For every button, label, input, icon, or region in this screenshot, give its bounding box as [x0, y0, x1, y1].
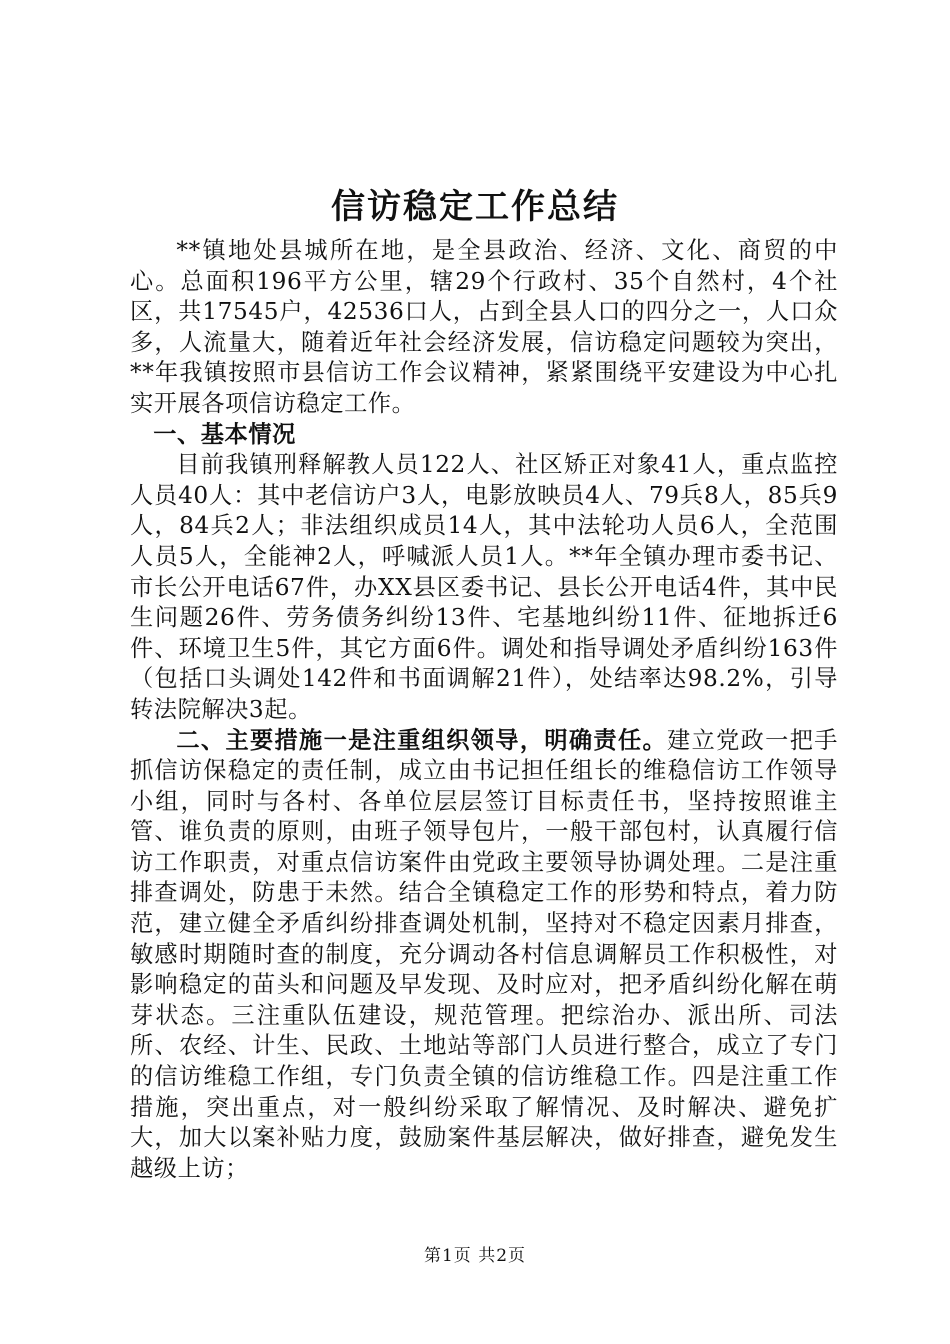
section-2-heading: 二、主要措施一是注重组织领导，明确责任。 [176, 726, 668, 754]
page-number-footer: 第1页 共2页 [423, 1246, 527, 1266]
section-2-text: 建立党政一把手抓信访保稳定的责任制，成立由书记担任组长的维稳信访工作领导小组，同时与各村、各单位层层签订目标责任书，坚持按照谁主管、谁负责的原则，由班子领导包片，一般干部包村，认真履行信访工作职责，对重点信访案件由党政主要领导协调处理。二是注重排查调处，防患于未然。结合全镇稳定工作的形势和特点，着力防范，建立健全矛盾纠纷排查调处机制，坚持对不稳定因素月排查，敏感时期随时查的制度，充分调动各村信息调解员工作积极性，对影响稳定的苗头和问题及早发现、及时应对，把矛盾纠纷化解在萌芽状态。三注重队伍建设，规范管理。把综治办、派出所、司法所、农经、计生、民政、土地站等部门人员进行整合，成立了专门的信访维稳工作组，专门负责全镇的信访维稳工作。四是注重工作措施，突出重点，对一般纠纷采取了解情况、及时解决、避免扩大，加大以案补贴力度，鼓励案件基层解决，做好排查，避免发生越级上访； [130, 726, 839, 1182]
document-title: 信访稳定工作总结 [331, 187, 619, 227]
intro-paragraph: **镇地处县城所在地，是全县政治、经济、文化、商贸的中心。总面积196平方公里，辖29个行政村、35个自然村，4个社区，共17545户，42536口人，占到全县人口的四分之一，人口众多，人流量大，随着近年社会经济发展，信访稳定问题较为突出，**年我镇按照市县信访工作会议精神，紧紧围绕平安建设为中心扎实开展各项信访稳定工作。 [130, 237, 838, 417]
section-1-paragraph: 目前我镇刑释解教人员122人、社区矫正对象41人，重点监控人员40人：其中老信访户3人，电影放映员4人、79兵8人，85兵9人，84兵2人；非法组织成员14人，其中法轮功人员6人，全范围人员5人，全能神2人，呼喊派人员1人。**年全镇办理市委书记、市长公开电话67件，办XX县区委书记、县长公开电话4件，其中民生问题26件、劳务债务纠纷13件、宅基地纠纷11件、征地拆迁6件、环境卫生5件，其它方面6件。调处和指导调处矛盾纠纷163件（包括口头调处142件和书面调解21件），处结率达98.2%，引导转法院解决3起。 [130, 451, 838, 723]
section-1-heading: 一、基本情况 [153, 420, 296, 448]
section-2-paragraph [130, 726, 838, 1185]
document-body [130, 236, 838, 1184]
